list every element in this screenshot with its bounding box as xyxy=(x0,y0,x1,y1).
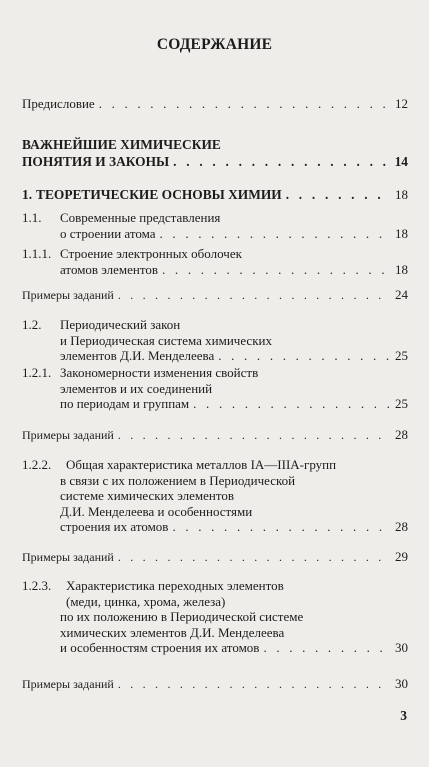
toc-entry-line: Общая характеристика металлов IA—IIIA-групп xyxy=(66,457,337,472)
toc-entry-examples-4[interactable] xyxy=(22,676,408,693)
toc-entry-label: Предисловие xyxy=(22,96,95,111)
toc-page-number: 12 xyxy=(395,96,408,111)
toc-leader-dots xyxy=(173,153,390,170)
toc-entry-chapter-1[interactable] xyxy=(22,186,408,203)
toc-leader-dots xyxy=(160,226,390,242)
toc-entry-1-1[interactable] xyxy=(22,210,408,241)
toc-page-number: 18 xyxy=(395,187,408,202)
toc-entry-number: 1.2.3. xyxy=(22,578,52,593)
toc-page-number: 25 xyxy=(395,348,408,364)
toc-page-number: 24 xyxy=(395,287,408,302)
toc-entry-examples-1[interactable] xyxy=(22,287,408,304)
toc-entry-line: строения их атомов xyxy=(60,519,169,535)
toc-page-number: 18 xyxy=(395,261,408,277)
toc-entry-examples-2[interactable] xyxy=(22,427,408,444)
toc-leader-dots xyxy=(193,396,390,412)
toc-leader-dots xyxy=(172,519,390,535)
toc-entry-number: 1.2.1. xyxy=(22,365,52,380)
toc-leader-dots xyxy=(118,677,390,693)
toc-entry-line: элементов Д.И. Менделеева xyxy=(60,348,215,364)
toc-entry-number: 1. xyxy=(22,187,33,202)
toc-entry-line: химических элементов Д.И. Менделеева xyxy=(60,624,285,640)
toc-leader-dots xyxy=(118,428,390,444)
toc-leader-dots xyxy=(99,96,390,112)
toc-page-number: 18 xyxy=(395,225,408,241)
toc-entry-line: и Периодическая система химических xyxy=(60,332,272,348)
toc-entry-preface[interactable] xyxy=(22,96,408,112)
toc-entry-line: о строении атома xyxy=(60,225,156,241)
toc-entry-line: Характеристика переходных элементов xyxy=(66,578,284,593)
toc-entry-line: Д.И. Менделеева и особенностями xyxy=(60,503,253,519)
toc-leader-dots xyxy=(118,550,390,566)
toc-page-number: 29 xyxy=(395,549,408,564)
toc-entry-line: в связи с их положением в Периодической xyxy=(60,472,296,488)
toc-entry-label: Примеры заданий xyxy=(22,288,114,302)
toc-entry-line: и особенностям строения их атомов xyxy=(60,640,260,656)
page-number: 3 xyxy=(400,708,407,723)
toc-entry-number: 1.2.2. xyxy=(22,457,52,472)
toc-leader-dots xyxy=(118,288,390,304)
toc-entry-main-section[interactable] xyxy=(22,136,408,170)
toc-entry-number: 1.2. xyxy=(22,317,42,332)
toc-page-number: 30 xyxy=(395,676,408,691)
toc-page-number: 28 xyxy=(395,427,408,442)
toc-entry-line: по их положению в Периодической системе xyxy=(60,609,304,625)
toc-entry-line: Строение электронных оболочек xyxy=(60,246,242,261)
toc-leader-dots xyxy=(218,348,390,364)
toc-entry-line: элементов и их соединений xyxy=(60,380,213,396)
toc-entry-line: (меди, цинка, хрома, железа) xyxy=(66,593,226,609)
toc-entry-line: атомов элементов xyxy=(60,261,159,277)
toc-entry-line: по периодам и группам xyxy=(60,396,190,412)
toc-entry-line: Закономерности изменения свойств xyxy=(60,365,259,380)
toc-entry-label: Примеры заданий xyxy=(22,428,114,442)
toc-page-number: 25 xyxy=(395,396,408,412)
toc-entry-number: 1.1. xyxy=(22,210,42,225)
toc-entry-label: ТЕОРЕТИЧЕСКИЕ ОСНОВЫ ХИМИИ xyxy=(36,187,282,202)
toc-leader-dots xyxy=(263,640,390,656)
toc-entry-line: системе химических элементов xyxy=(60,488,234,504)
toc-page-number: 28 xyxy=(395,519,408,535)
toc-entry-1-2-3[interactable] xyxy=(22,578,408,656)
toc-entry-1-2-1[interactable] xyxy=(22,365,408,412)
toc-leader-dots xyxy=(286,186,390,203)
toc-entry-label: Примеры заданий xyxy=(22,550,114,564)
toc-entry-1-2-2[interactable] xyxy=(22,457,408,535)
toc-page-number: 30 xyxy=(395,640,408,656)
toc-entry-1-2[interactable] xyxy=(22,317,408,364)
toc-entry-examples-3[interactable] xyxy=(22,549,408,566)
toc-entry-line: ПОНЯТИЯ И ЗАКОНЫ xyxy=(22,154,170,169)
toc-entry-1-1-1[interactable] xyxy=(22,246,408,277)
toc-entry-line: Периодический закон xyxy=(60,317,181,332)
toc-entry-number: 1.1.1. xyxy=(22,246,52,261)
toc-entry-line: Современные представления xyxy=(60,210,221,225)
toc-leader-dots xyxy=(162,262,390,278)
page-title: СОДЕРЖАНИЕ xyxy=(156,36,273,53)
toc-entry-label: Примеры заданий xyxy=(22,677,114,691)
toc-entry-line: ВАЖНЕЙШИЕ ХИМИЧЕСКИЕ xyxy=(22,137,221,152)
toc-page-number: 14 xyxy=(394,154,408,169)
